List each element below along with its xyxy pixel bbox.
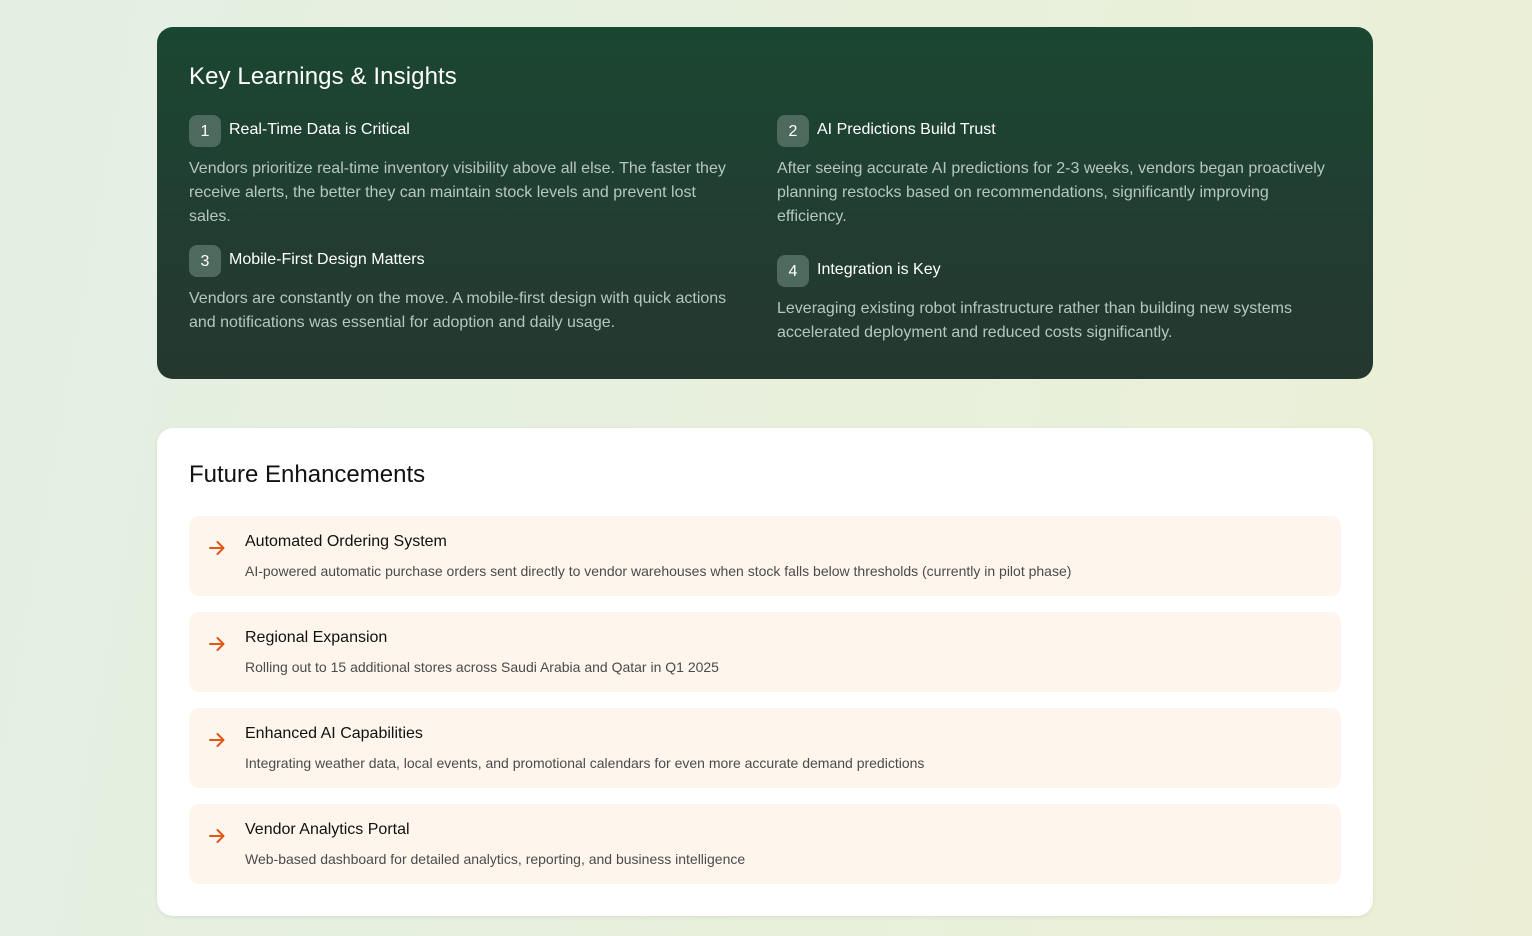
enhancement-description: Rolling out to 15 additional stores across Saudi Arabia and Qatar in Q1 2025 — [245, 659, 719, 675]
arrow-right-icon — [207, 826, 227, 846]
insight-description: Leveraging existing robot infrastructure rather than building new systems accelerated deployment and reduced costs significantly. — [777, 300, 1292, 341]
insight-item — [777, 255, 1325, 345]
enhancement-item — [189, 804, 1341, 884]
enhancement-description: Integrating weather data, local events, and promotional calendars for even more accurate demand predictions — [245, 755, 925, 771]
enhancement-item — [189, 612, 1341, 692]
insight-description: Vendors are constantly on the move. A mobile-first design with quick actions and notifications was essential for adoption and daily usage. — [189, 290, 727, 331]
key-learnings-card — [157, 27, 1373, 379]
enhancement-title: Enhanced AI Capabilities — [245, 725, 423, 742]
arrow-right-icon — [207, 634, 227, 654]
insight-title: Mobile-First Design Matters — [229, 251, 425, 268]
key-learnings-title: Key Learnings & Insights — [189, 63, 457, 90]
number-badge: 1 — [189, 115, 221, 147]
enhancement-title: Regional Expansion — [245, 629, 388, 646]
insight-item — [189, 115, 737, 229]
insight-description: After seeing accurate AI predictions for 2-3 weeks, vendors began proactively planning restocks based on recommendations, significantly improving efficiency. — [777, 160, 1325, 225]
enhancement-description: AI-powered automatic purchase orders sent directly to vendor warehouses when stock falls below thresholds (currently in pilot phase) — [245, 563, 1072, 579]
arrow-right-icon — [207, 730, 227, 750]
insight-description: Vendors prioritize real-time inventory visibility above all else. The faster they receive alerts, the better they can maintain stock levels and prevent lost sales. — [189, 160, 726, 225]
insight-item — [189, 245, 737, 335]
number-badge: 3 — [189, 245, 221, 277]
enhancement-item — [189, 708, 1341, 788]
future-enhancements-card — [157, 428, 1373, 916]
enhancement-item — [189, 516, 1341, 596]
insight-item — [777, 115, 1325, 229]
number-badge: 2 — [777, 115, 809, 147]
insight-title: Integration is Key — [817, 261, 941, 278]
enhancement-description: Web-based dashboard for detailed analytics, reporting, and business intelligence — [245, 851, 746, 867]
enhancement-title: Vendor Analytics Portal — [245, 821, 410, 838]
number-badge: 4 — [777, 255, 809, 287]
insight-title: AI Predictions Build Trust — [817, 121, 996, 138]
arrow-right-icon — [207, 538, 227, 558]
future-enhancements-title: Future Enhancements — [189, 461, 426, 488]
enhancement-title: Automated Ordering System — [245, 533, 447, 550]
insight-title: Real-Time Data is Critical — [229, 121, 410, 138]
